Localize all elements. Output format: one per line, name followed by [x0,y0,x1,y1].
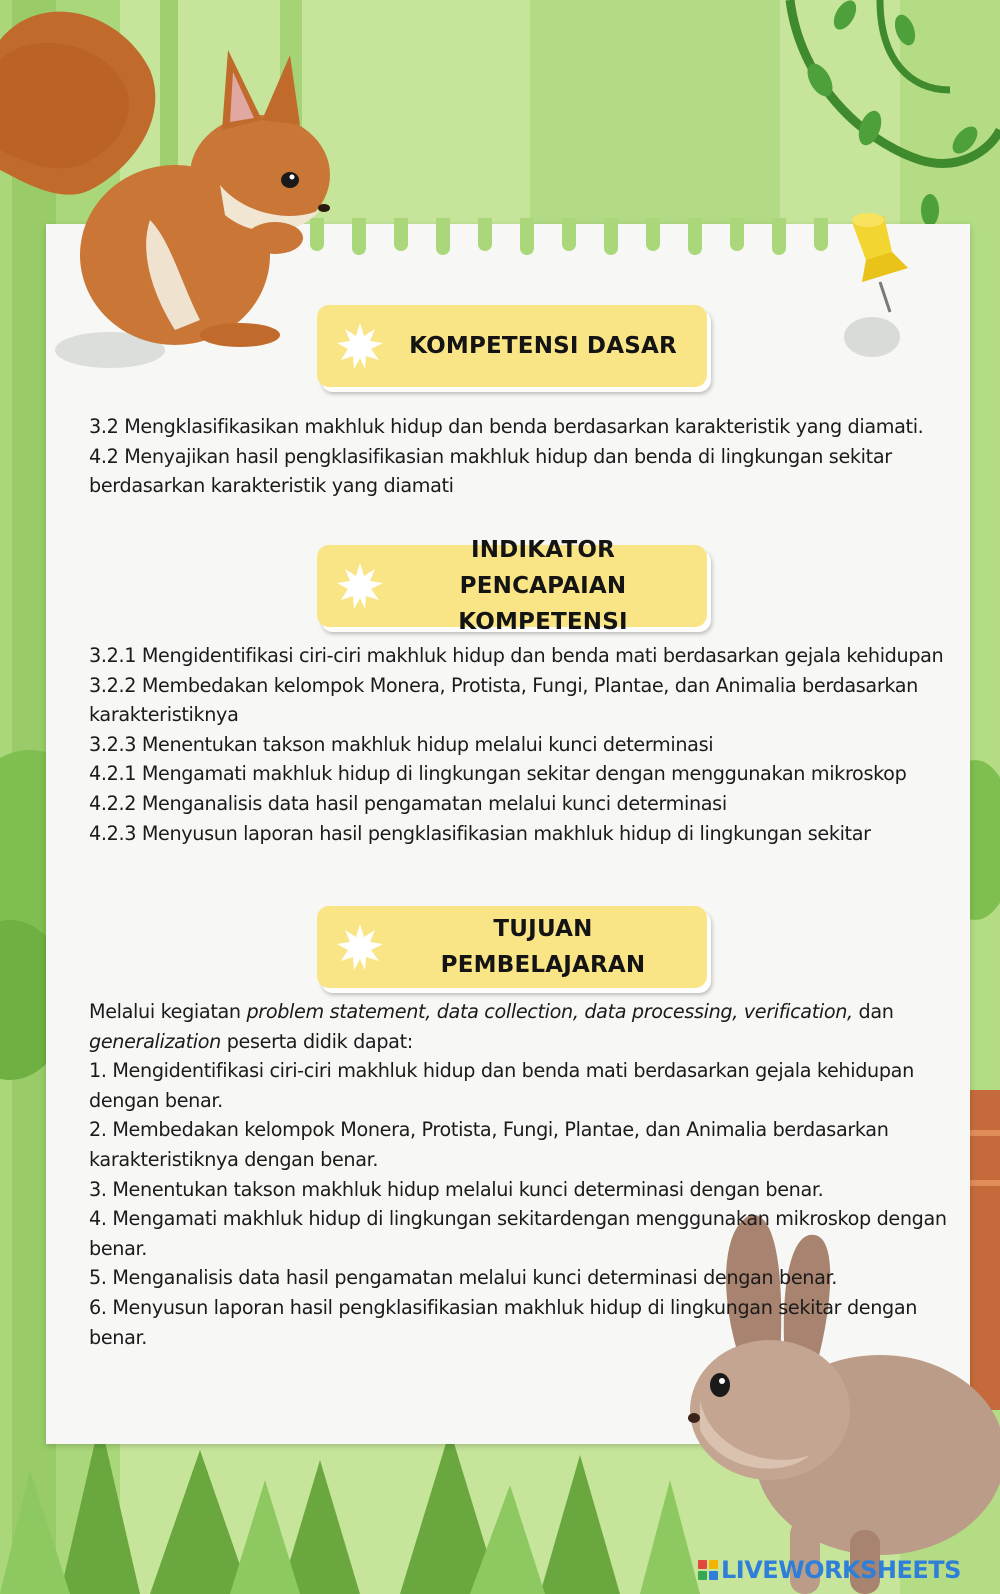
list-item: 4.2 Menyajikan hasil pengklasifikasian makhluk hidup dan benda di lingkungan sekitar berdasarkan karakteristik yang diamati [89,444,892,498]
list-item: 4.2.2 Menganalisis data hasil pengamatan melalui kunci determinasi [89,791,727,815]
list-item: 4.2.3 Menyusun laporan hasil pengklasifikasian makhluk hidup di lingkungan sekitar [89,821,871,845]
sun-burst-icon [335,321,385,371]
list-item: 3.2 Mengklasifikasikan makhluk hidup dan benda berdasarkan karakteristik yang diamati. [89,415,924,438]
banner-kompetensi-dasar [317,305,707,387]
intro-text: peserta didik dapat: [220,1029,413,1053]
logo-text: LIVEWORKSHEETS [721,1556,961,1584]
sun-burst-icon [335,922,385,972]
list-item: 4. Mengamati makhluk hidup di lingkungan sekitardengan menggunakan mikroskop dengan benar. [89,1207,947,1260]
section-title [395,537,691,635]
intro-italic: problem statement, data collection, data processing, verification, [246,1000,853,1023]
section-title: KOMPETENSI DASAR [409,333,677,359]
logo-blocks-icon [698,1560,718,1580]
tujuan-list [89,997,949,1352]
banner-indikator [317,537,707,635]
intro-text: dan [852,1000,894,1023]
list-item: 3.2.3 Menentukan takson makhluk hidup melalui kunci determinasi [89,732,714,756]
banner-tujuan [317,906,707,988]
intro-text: Melalui kegiatan [89,1000,247,1023]
sun-burst-icon [335,561,385,611]
list-item: 5. Menganalisis data hasil pengamatan melalui kunci determinasi dengan benar. [89,1266,838,1290]
squirrel-illustration [0,0,340,370]
section-title-line: INDIKATOR PENCAPAIAN [459,537,627,599]
list-item: 3.2.1 Mengidentifikasi ciri-ciri makhluk hidup dan benda mati berdasarkan gejala kehidupan [89,644,944,667]
liveworksheets-logo[interactable] [698,1552,961,1588]
push-pin-icon [832,212,932,362]
notebook-binding [300,218,860,268]
kompetensi-dasar-list [89,412,949,501]
list-item: 6. Menyusun laporan hasil pengklasifikasian makhluk hidup di lingkungan sekitar dengan benar. [89,1295,918,1349]
list-item: 3.2.2 Membedakan kelompok Monera, Protista, Fungi, Plantae, dan Animalia berdasarkan karakteristiknya [89,673,918,727]
list-item: 1. Mengidentifikasi ciri-ciri makhluk hidup dan benda mati berdasarkan gejala kehidupan dengan benar. [89,1059,914,1112]
list-item: 3. Menentukan takson makhluk hidup melalui kunci determinasi dengan benar. [89,1177,824,1201]
intro-italic: generalization [89,1029,221,1053]
list-item: 2. Membedakan kelompok Monera, Protista, Fungi, Plantae, dan Animalia berdasarkan karakteristiknya dengan benar. [89,1118,889,1171]
section-title-line: KOMPETENSI [458,609,628,635]
indikator-list [89,641,949,848]
section-title: TUJUAN PEMBELAJARAN [440,916,646,978]
tujuan-intro [89,997,949,1056]
list-item: 4.2.1 Mengamati makhluk hidup di lingkungan sekitar dengan menggunakan mikroskop [89,762,907,786]
